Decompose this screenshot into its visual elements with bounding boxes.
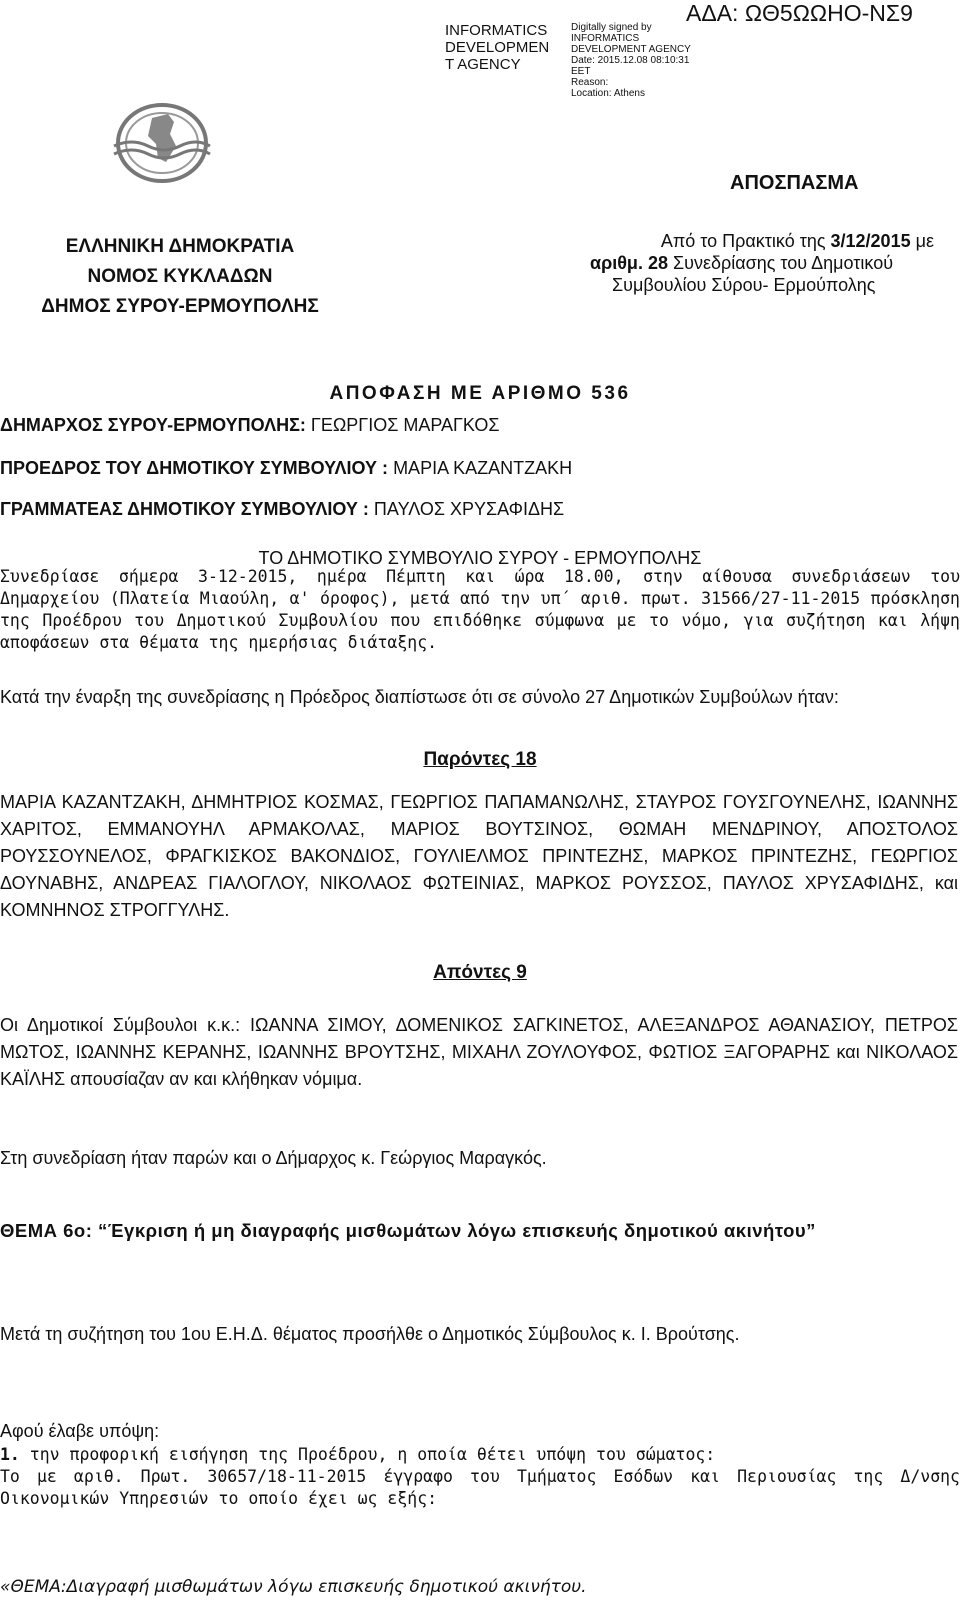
minutes-mid: με: [910, 231, 934, 251]
council-heading: ΤΟ ΔΗΜΟΤΙΚΟ ΣΥΜΒΟΥΛΙΟ ΣΥΡΟΥ - ΕΡΜΟΥΠΟΛΗΣ: [258, 548, 702, 568]
signature-org-line: DEVELOPMEN: [445, 39, 550, 56]
agenda-topic: ΘΕΜΑ 6ο: “Έγκριση ή μη διαγραφής μισθωμάτων λόγω επισκευής δημοτικού ακινήτου”: [0, 1220, 816, 1241]
role-name: ΜΑΡΙΑ ΚΑΖΑΝΤΖΑΚΗ: [388, 458, 573, 478]
session-paragraph: [0, 566, 960, 654]
signature-meta-line: Date: 2015.12.08 08:10:31: [571, 55, 690, 66]
signature-org-line: T AGENCY: [445, 56, 521, 73]
role-secretary: [0, 499, 564, 520]
signature-meta-line: EET: [571, 66, 591, 77]
signature-org-line: INFORMATICS: [445, 22, 548, 39]
absent-names: Οι Δημοτικοί Σύμβουλοι κ.κ.: ΙΩΑΝΝΑ ΣΙΜΟΥ, ΔΟΜΕΝΙΚΟΣ ΣΑΓΚΙΝΕΤΟΣ, ΑΛΕΞΑΝΔΡΟΣ ΑΘΑΝΑΣΙΟΥ, ΠΕΤΡΟΣ ΜΩΤΟΣ, ΙΩΑΝΝΗΣ ΚΕΡΑΝΗΣ, ΙΩΑΝΝΗΣ ΒΡΟΥΤΣΗΣ, ΜΙΧΑΗΛ ΖΟΥΛΟΥΦΟΣ, ΦΩΤΙΟΣ ΞΑΓΟΡΑΡΗΣ και ΝΙΚΟΛΑΟΣ ΚΑΪΛΗΣ απουσίαζαν αν και κλήθηκαν νόμιμα.: [0, 1015, 958, 1089]
issuer-line: ΔΗΜΟΣ ΣΥΡΟΥ-ΕΡΜΟΥΠΟΛΗΣ: [41, 296, 319, 317]
municipal-emblem-icon: [112, 100, 212, 186]
item-text: την προφορική εισήγηση της Προέδρου, η οποία θέτει υπόψη του σώματος:: [19, 1445, 716, 1464]
present-title: Παρόντες 18: [423, 749, 537, 770]
minutes-date: 3/12/2015: [830, 231, 911, 251]
role-name: ΓΕΩΡΓΙΟΣ ΜΑΡΑΓΚΟΣ: [305, 415, 500, 435]
role-name: ΠΑΥΛΟΣ ΧΡΥΣΑΦΙΔΗΣ: [368, 499, 565, 519]
discussion-note: Μετά τη συζήτηση του 1ου Ε.Η.Δ. θέματος προσήλθε ο Δημοτικός Σύμβουλος κ. Ι. Βρούτσης.: [0, 1324, 740, 1344]
present-names: ΜΑΡΙΑ ΚΑΖΑΝΤΖΑΚΗ, ΔΗΜΗΤΡΙΟΣ ΚΟΣΜΑΣ, ΓΕΩΡΓΙΟΣ ΠΑΠΑΜΑΝΩΛΗΣ, ΣΤΑΥΡΟΣ ΓΟΥΣΓΟΥΝΕΛΗΣ, ΙΩΑΝΝΗΣ ΧΑΡΙΤΟΣ, ΕΜΜΑΝΟΥΗΛ ΑΡΜΑΚΟΛΑΣ, ΜΑΡΙΟΣ ΒΟΥΤΣΙΝΟΣ, ΘΩΜΑΗ ΜΕΝΔΡΙΝΟΥ, ΑΠΟΣΤΟΛΟΣ ΡΟΥΣΣΟΥΝΕΛΟΣ, ΦΡΑΓΚΙΣΚΟΣ ΒΑΚΟΝΔΙΟΣ, ΓΟΥΛΙΕΛΜΟΣ ΠΡΙΝΤΕΖΗΣ, ΜΑΡΚΟΣ ΠΡΙΝΤΕΖΗΣ, ΓΕΩΡΓΙΟΣ ΔΟΥΝΑΒΗΣ, ΑΝΔΡΕΑΣ ΓΙΑΛΟΓΛΟΥ, ΝΙΚΟΛΑΟΣ ΦΩΤΕΙΝΙΑΣ, ΜΑΡΚΟΣ ΡΟΥΣΣΟΣ, ΠΑΥΛΟΣ ΧΡΥΣΑΦΙΔΗΣ, και ΚΟΜΝΗΝΟΣ ΣΤΡΟΓΓΥΛΗΣ.: [0, 792, 958, 920]
start-paragraph: Κατά την έναρξη της συνεδρίασης η Πρόεδρος διαπίστωσε ότι σε σύνολο 27 Δημοτικών Συμβούλων ήταν:: [0, 687, 839, 707]
signature-metadata: [571, 22, 691, 99]
mayor-present: Στη συνεδρίαση ήταν παρών και ο Δήμαρχος κ. Γεώργιος Μαραγκός.: [0, 1148, 547, 1168]
signature-meta-line: Location: Athens: [571, 88, 645, 99]
signature-organization: [445, 22, 549, 73]
minutes-council: Συμβουλίου Σύρου- Ερμούπολης: [612, 275, 876, 295]
item-one: [0, 1444, 960, 1510]
considered-label: Αφού έλαβε υπόψη:: [0, 1421, 160, 1441]
minutes-prefix: Από το Πρακτικό της: [660, 231, 831, 251]
issuer-line: ΕΛΛΗΝΙΚΗ ΔΗΜΟΚΡΑΤΙΑ: [65, 236, 295, 257]
role-label: ΠΡΟΕΔΡΟΣ ΤΟΥ ΔΗΜΟΤΙΚΟΥ ΣΥΜΒΟΥΛΙΟΥ :: [0, 458, 389, 478]
role-label: ΓΡΑΜΜΑΤΕΑΣ ΔΗΜΟΤΙΚΟΥ ΣΥΜΒΟΥΛΙΟΥ :: [0, 499, 369, 519]
absent-title: Απόντες 9: [433, 962, 527, 983]
minutes-reference: [590, 230, 940, 296]
item-number: 1.: [0, 1445, 20, 1464]
excerpt-heading: ΑΠΟΣΠΑΣΜΑ: [730, 172, 859, 194]
signature-meta-line: INFORMATICS: [571, 33, 640, 44]
signature-meta-line: Reason:: [571, 77, 609, 88]
signature-meta-line: DEVELOPMENT AGENCY: [571, 44, 691, 55]
session-text: Συνεδρίασε σήμερα 3-12-2015, ημέρα Πέμπτη και ώρα 18.00, στην αίθουσα συνεδριάσεων του Δημαρχείου (Πλατεία Μιαούλη, α' όροφος), μετά από την υπ΄ αριθ. πρωτ. 31566/27-11-2015 πρόσκληση της Προέδρου του Δημοτικού Συμβουλίου που επιδόθηκε σύμφωνα με το νόμο, για συζήτηση και λήψη αποφάσεων στα θέματα της ημερήσιας διάταξης.: [0, 567, 960, 652]
minutes-rest: Συνεδρίασης του Δημοτικού: [667, 253, 894, 273]
role-mayor: [0, 415, 500, 436]
role-label: ΔΗΜΑΡΧΟΣ ΣΥΡΟΥ-ΕΡΜΟΥΠΟΛΗΣ:: [0, 415, 306, 435]
issuer-header: [30, 232, 330, 322]
decision-title: ΑΠΟΦΑΣΗ ΜΕ ΑΡΙΘΜΟ 536: [329, 383, 631, 404]
issuer-line: ΝΟΜΟΣ ΚΥΚΛΑΔΩΝ: [87, 266, 273, 287]
signature-meta-line: Digitally signed by: [571, 22, 652, 33]
quoted-subject: «ΘΕΜΑ:Διαγραφή μισθωμάτων λόγω επισκευής δημοτικού ακινήτου.: [0, 1577, 587, 1597]
item-document: Το με αριθ. Πρωτ. 30657/18-11-2015 έγγραφο του Τμήματος Εσόδων και Περιουσίας της Δ/νσης Οικονομικών Υπηρεσιών το οποίο έχει ως εξής:: [0, 1467, 960, 1508]
minutes-number: αριθμ. 28: [590, 253, 668, 273]
ada-code: ΑΔΑ: ΩΘ5ΩΩΗΟ-ΝΣ9: [686, 0, 913, 26]
role-president: [0, 458, 572, 479]
